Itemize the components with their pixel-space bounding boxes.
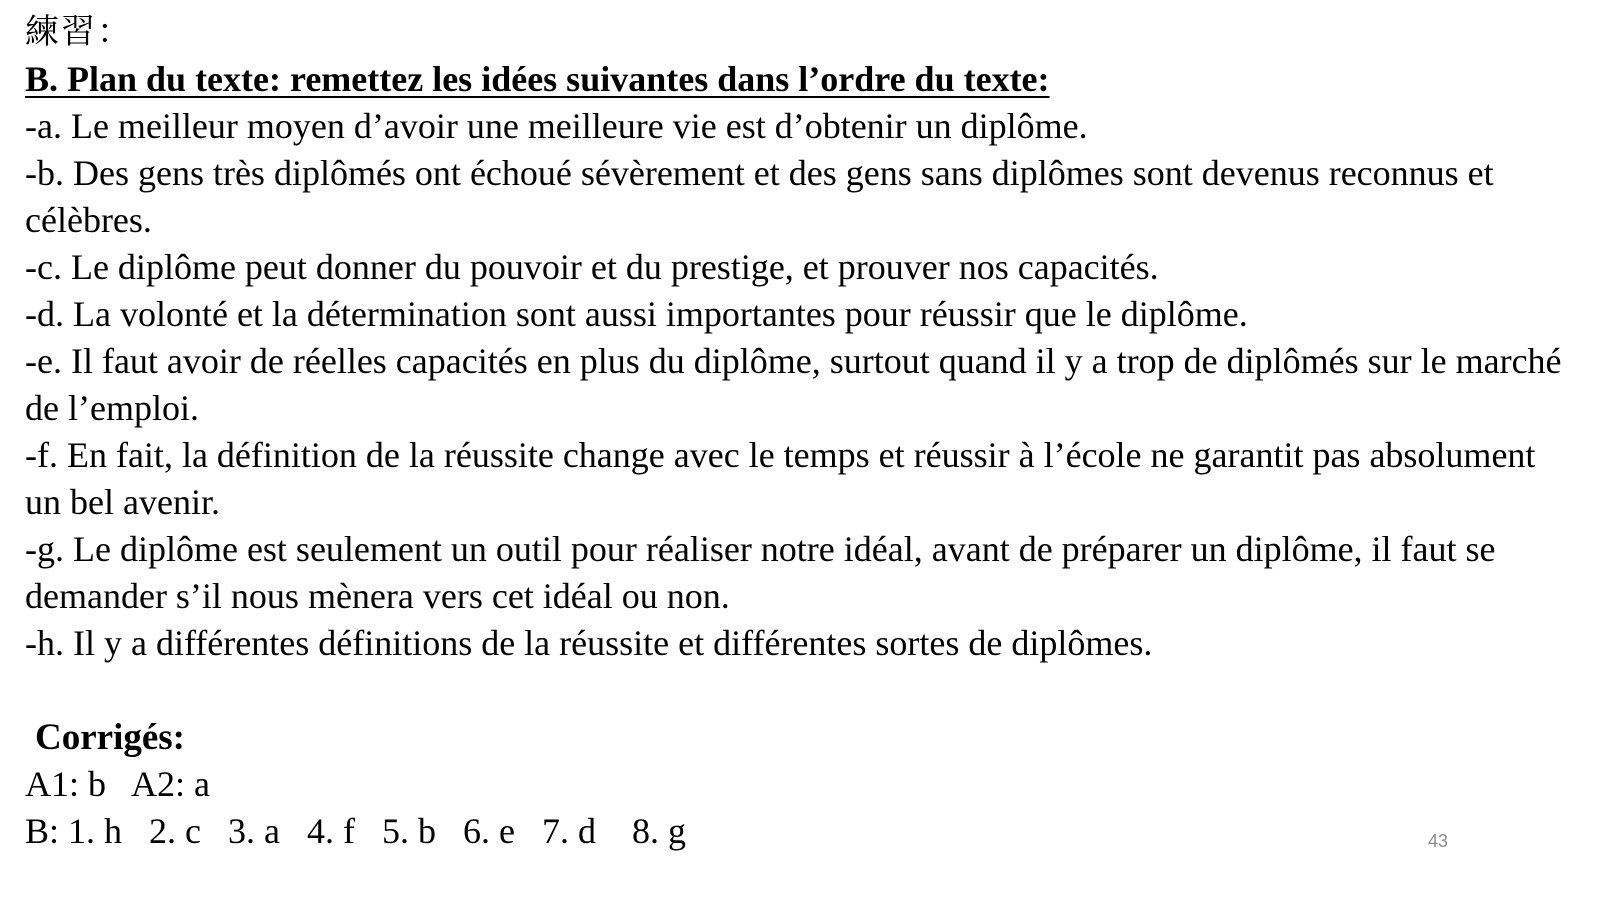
idea-item-g: -g. Le diplôme est seulement un outil pour réaliser notre idéal, avant de préparer un diplôme, il faut se demander s’il nous mènera vers cet idéal ou non. [25, 529, 1496, 616]
idea-item-d: -d. La volonté et la détermination sont aussi importantes pour réussir que le diplôme. [25, 294, 1248, 334]
idea-item-f: -f. En fait, la définition de la réussite change avec le temps et réussir à l’école ne garantit pas absolument un bel avenir. [25, 435, 1536, 522]
idea-item-h: -h. Il y a différentes définitions de la réussite et différentes sortes de diplômes. [25, 623, 1153, 663]
answer-line-b: B: 1. h 2. c 3. a 4. f 5. b 6. e 7. d 8. g [25, 811, 686, 851]
answer-line-a: A1: b A2: a [25, 764, 210, 804]
ideas-list [25, 103, 1565, 667]
section-title: B. Plan du texte: remettez les idées suivantes dans l’ordre du texte: [25, 59, 1050, 99]
exercise-header: 練習： [25, 12, 133, 52]
idea-item-b: -b. Des gens très diplômés ont échoué sévèrement et des gens sans diplômes sont devenus reconnus et célèbres. [25, 153, 1494, 240]
answers-title: Corrigés: [35, 717, 185, 758]
idea-item-e: -e. Il faut avoir de réelles capacités en plus du diplôme, surtout quand il y a trop de diplômés sur le marché de l’emploi. [25, 341, 1562, 428]
idea-item-c: -c. Le diplôme peut donner du pouvoir et du prestige, et prouver nos capacités. [25, 247, 1159, 287]
page-number: 43 [1428, 831, 1449, 851]
idea-item-a: -a. Le meilleur moyen d’avoir une meilleure vie est d’obtenir un diplôme. [25, 106, 1088, 146]
